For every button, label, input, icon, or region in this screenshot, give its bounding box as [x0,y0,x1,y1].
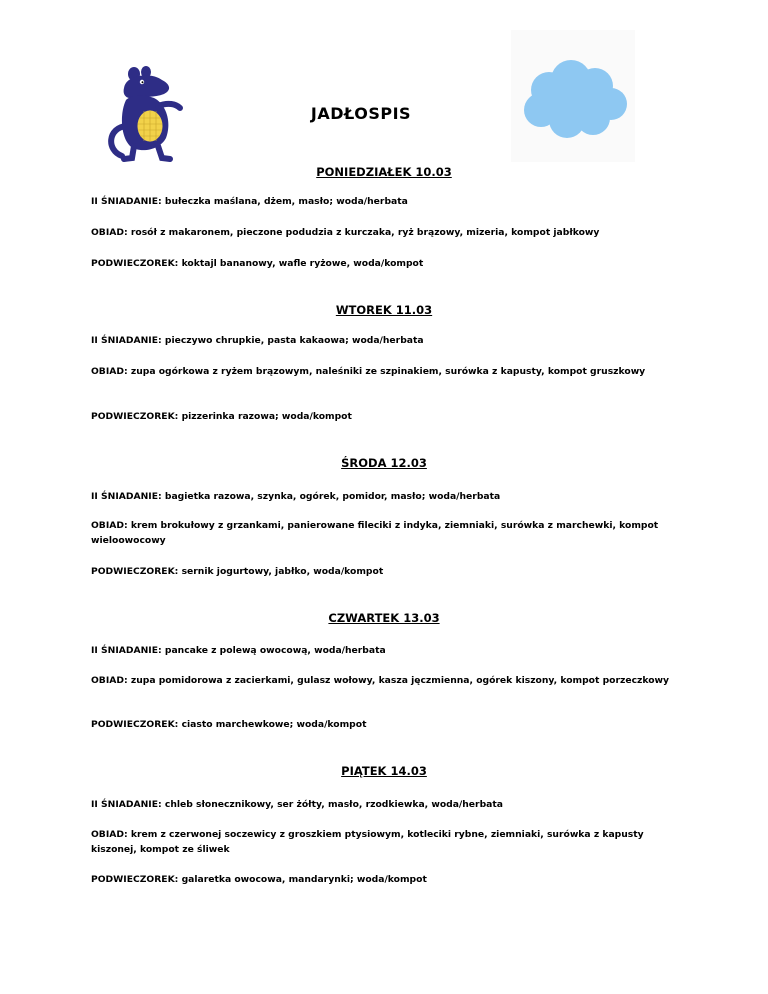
meal-line [91,256,681,271]
cloud-image [511,30,635,162]
meal-label: II ŚNIADANIE: [91,799,162,810]
meal-text: chleb słonecznikowy, ser żółty, masło, rzodkiewka, woda/herbata [164,799,503,810]
meal-line [91,673,681,688]
meal-label: II ŚNIADANIE: [91,335,162,346]
meal-label: II ŚNIADANIE: [91,491,162,502]
meal-line [91,194,681,209]
meal-text: ciasto marchewkowe; woda/kompot [181,719,367,730]
meal-line [91,518,681,548]
meal-label: PODWIECZOREK: [91,719,179,730]
day-title: PONIEDZIAŁEK 10.03 [316,165,452,179]
meal-label: II ŚNIADANIE: [91,196,162,207]
meal-text: rosół z makaronem, pieczone podudzia z kurczaka, ryż brązowy, mizeria, kompot jabłkowy [130,227,600,238]
meal-text: bułeczka maślana, dżem, masło; woda/herbata [164,196,408,207]
meal-text: pancake z polewą owocową, woda/herbata [164,645,386,656]
meal-label: OBIAD: [91,675,128,686]
meal-line [91,797,681,812]
meal-line [91,364,681,379]
page-title: JADŁOSPIS [310,104,412,123]
meal-text: krem brokułowy z grzankami, panierowane fileciki z indyka, ziemniaki, surówka z marchewki, kompot wieloowocowy [91,520,659,546]
meal-text: sernik jogurtowy, jabłko, woda/kompot [181,566,384,577]
meal-text: zupa pomidorowa z zacierkami, gulasz wołowy, kasza jęczmienna, ogórek kiszony, kompot porzeczkowy [130,675,670,686]
meal-text: galaretka owocowa, mandarynki; woda/kompot [181,874,427,885]
day-title: ŚRODA 12.03 [341,456,427,470]
meal-text: bagietka razowa, szynka, ogórek, pomidor, masło; woda/herbata [164,491,501,502]
meal-text: pizzerinka razowa; woda/kompot [181,411,352,422]
meal-label: OBIAD: [91,227,128,238]
day-title: WTOREK 11.03 [335,303,433,317]
meal-text: koktajl bananowy, wafle ryżowe, woda/kompot [181,258,424,269]
day-title: CZWARTEK 13.03 [328,611,440,625]
meal-label: OBIAD: [91,520,128,531]
meal-line [91,489,681,504]
meal-line [91,409,681,424]
meal-line [91,872,681,887]
meal-line [91,717,681,732]
meal-text: krem z czerwonej soczewicy z groszkiem ptysiowym, kotleciki rybne, ziemniaki, surówka z kapusty kiszonej, kompot ze śliwek [91,829,644,855]
meal-label: II ŚNIADANIE: [91,645,162,656]
meal-label: PODWIECZOREK: [91,566,179,577]
meal-label: PODWIECZOREK: [91,411,179,422]
meal-label: PODWIECZOREK: [91,258,179,269]
meal-line [91,564,681,579]
meal-text: zupa ogórkowa z ryżem brązowym, naleśniki ze szpinakiem, surówka z kapusty, kompot gruszkowy [130,366,646,377]
meal-line [91,643,681,658]
day-title: PIĄTEK 14.03 [341,764,427,778]
meal-label: OBIAD: [91,366,128,377]
cloud-icon [519,56,631,144]
meal-line [91,827,681,857]
meal-line [91,225,681,240]
meal-text: pieczywo chrupkie, pasta kakaowa; woda/herbata [164,335,424,346]
meal-label: OBIAD: [91,829,128,840]
meal-label: PODWIECZOREK: [91,874,179,885]
meal-line [91,333,681,348]
